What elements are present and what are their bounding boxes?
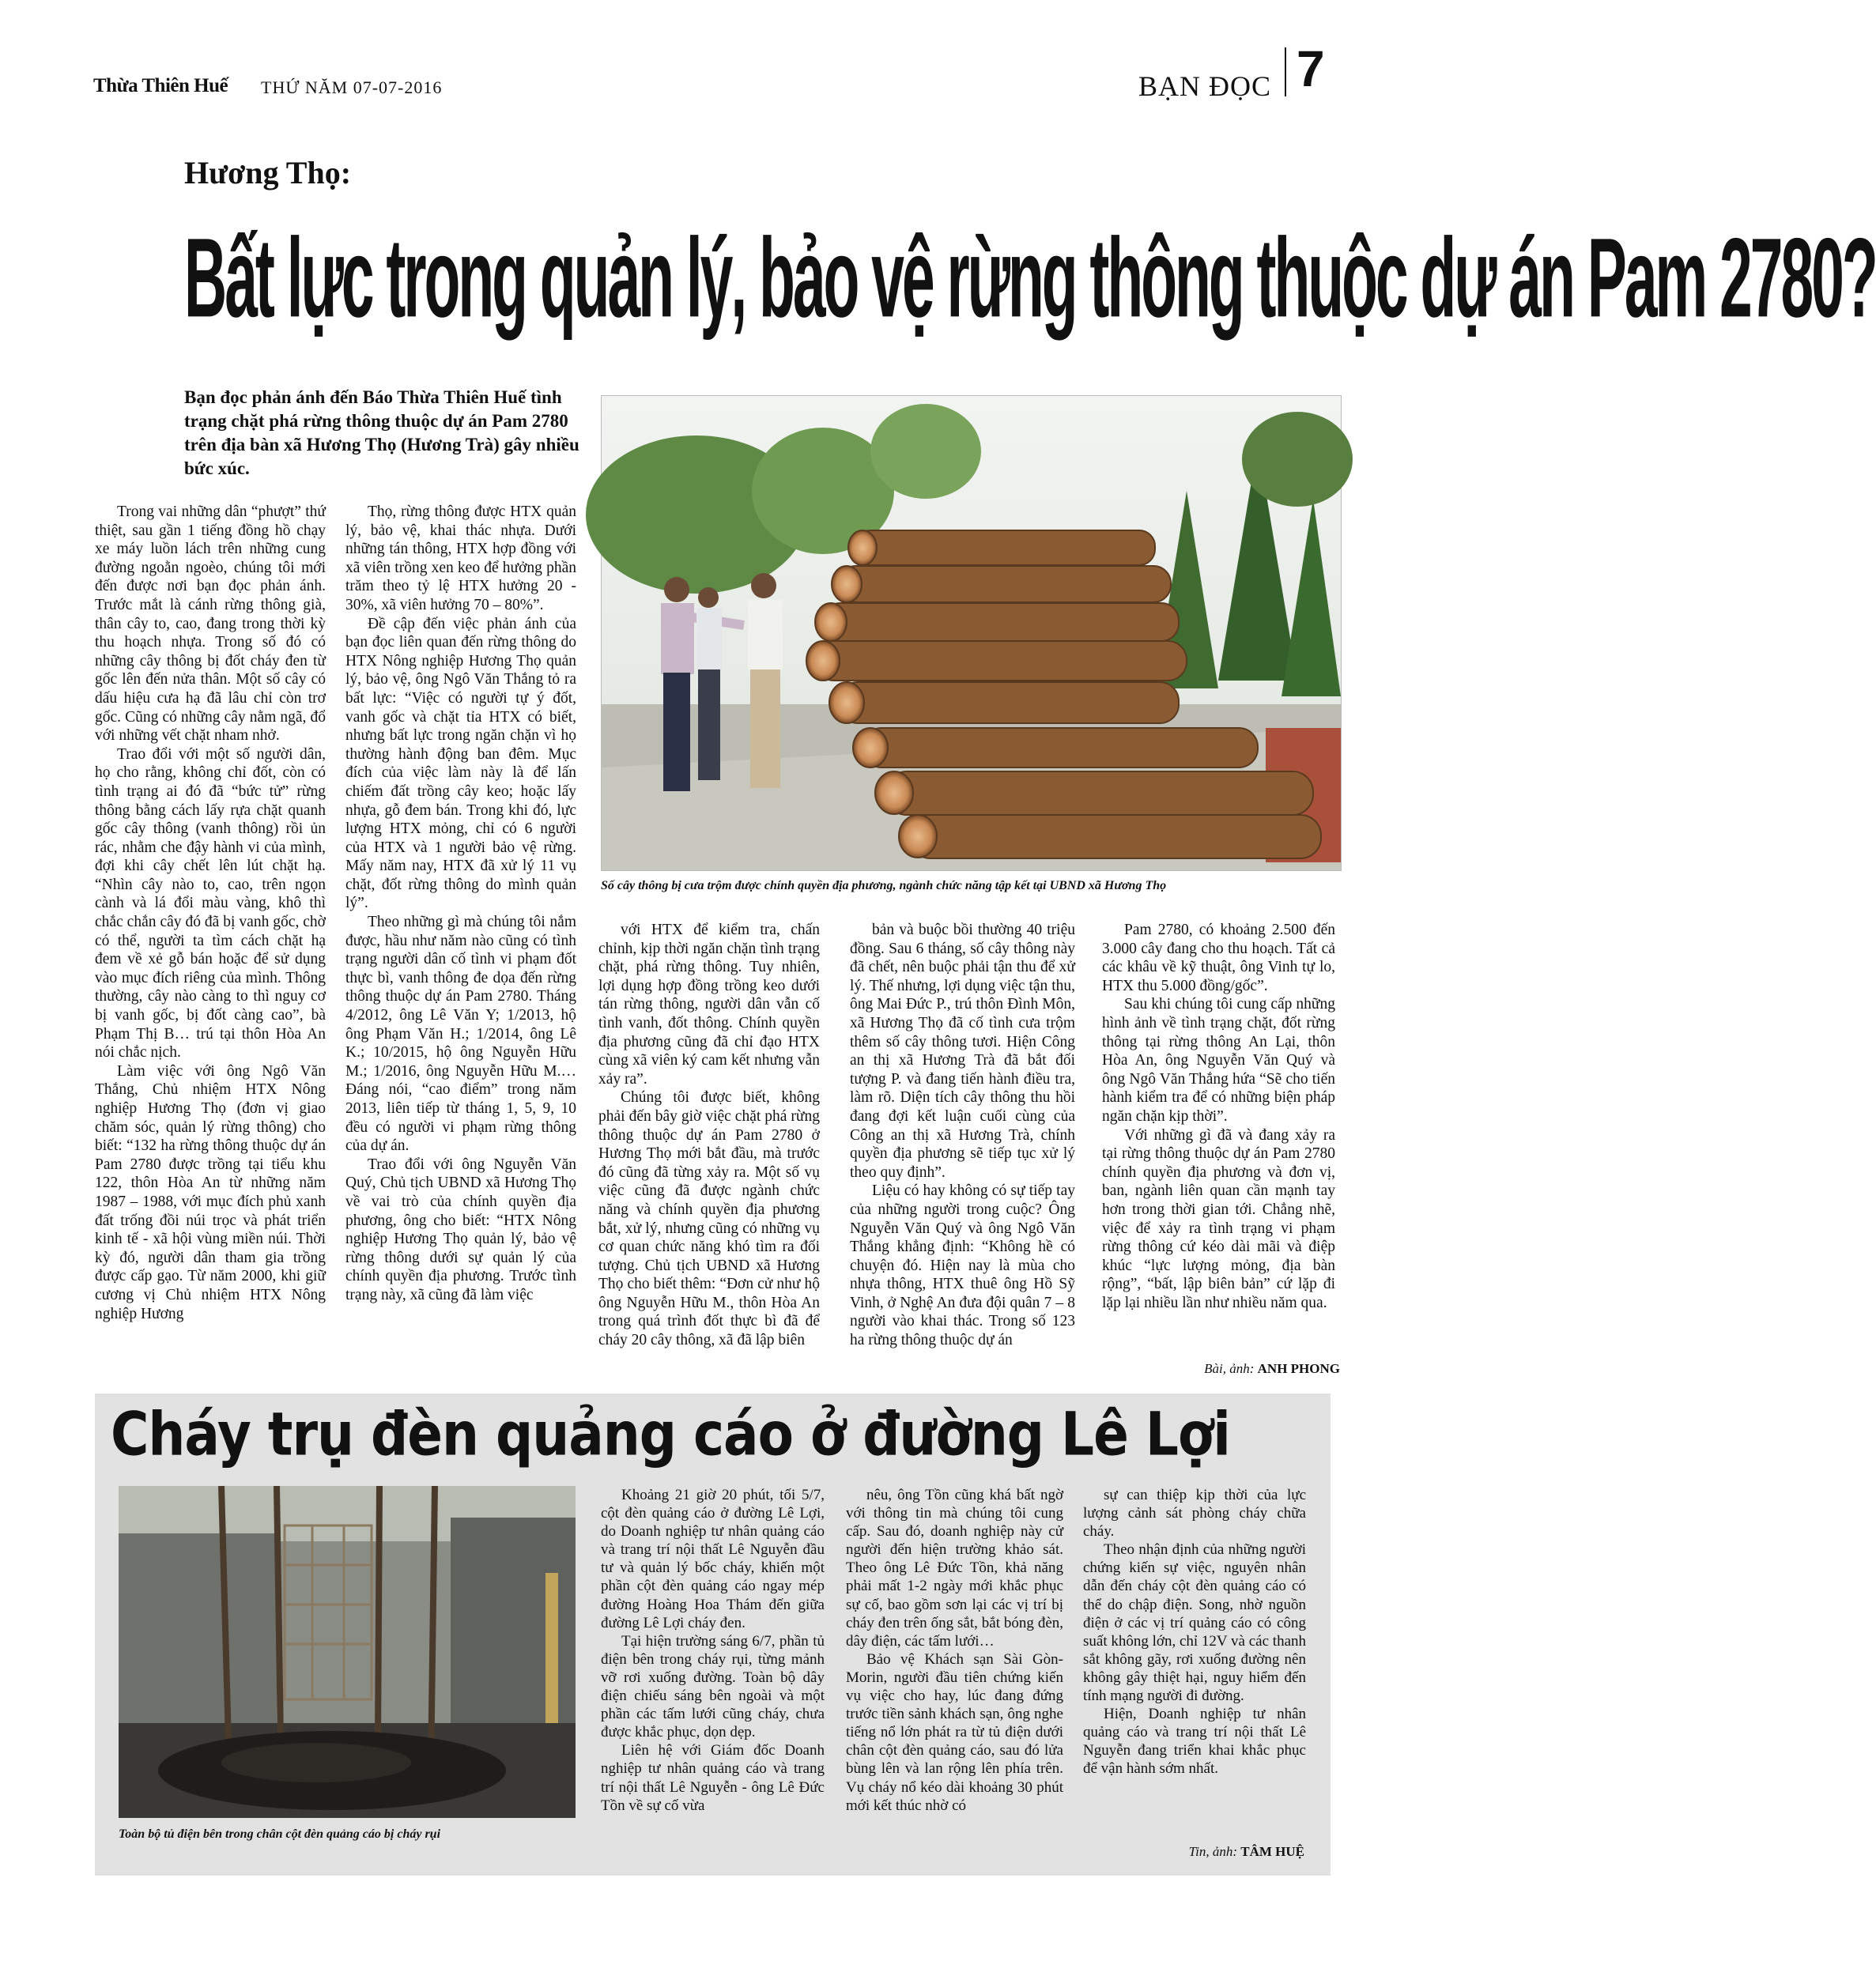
- paragraph: Theo nhận định của những người chứng kiến sự việc, nguyên nhân dẫn đến cháy cột đèn quảng cáo có thể do chập điện. Song, nhờ nguồn điện ở các vị trí quảng cáo có công suất không lớn, chỉ 12V và các thanh sắt không gãy, rơi xuống đường nên không gây thiệt hại, nguy hiểm đến tính mạng người đi đường.: [1083, 1541, 1306, 1705]
- paragraph: Trao đổi với ông Nguyễn Văn Quý, Chủ tịch UBND xã Hương Thọ về vai trò của chính quyền địa phương, ông cho biết: “HTX Nông nghiệp Hương Thọ quản lý, bảo vệ rừng thông dưới sự quản lý của chính quyền địa phương. Trước tình trạng này, xã cũng đã làm việc: [345, 1156, 576, 1303]
- paragraph: nêu, ông Tồn cũng khá bất ngờ với thông tin mà chúng tôi cung cấp. Sau đó, doanh nghiệp này cử người đến hiện trường khảo sát. Theo ông Lê Đức Tồn, khả năng phải mất 1-2 ngày mới khắc phục sự cố, bao gồm sơn lại các vị trí bị cháy đen trên ống sắt, bắt bóng đèn, dây điện, các tấm lưới…: [846, 1487, 1063, 1650]
- news-column-2: [846, 1486, 1063, 1815]
- paragraph: Theo những gì mà chúng tôi nắm được, hầu như năm nào cũng có tình trạng người dân cố tình vi phạm đốt thực bì, vanh thông đe dọa đến rừng thông thuộc dự án Pam 2780. Tháng 4/2012, ông Lê Văn Y; 1/2013, hộ ông Phạm Văn H.; 1/2014, ông Lê K.; 10/2015, hộ ông Nguyễn Hữu M.; 1/2016, ông Nguyễn Hữu M.… Đáng nói, “cao điểm” trong năm 2013, liên tiếp từ tháng 1, 5, 9, 10 đều có người vi phạm rừng thông của dự án.: [345, 914, 576, 1155]
- article-headline: [184, 207, 1876, 348]
- paragraph: Pam 2780, có khoảng 2.500 đến 3.000 cây đang cho thu hoạch. Tất cả các khâu về kỹ thuật, ông Vinh tự lo, HTX thu 5.000 đồng/gốc”.: [1102, 922, 1335, 994]
- paragraph: Với những gì đã và đang xảy ra tại rừng thông thuộc dự án Pam 2780 chính quyền địa phương và đơn vị, ban, ngành liên quan cần mạnh tay hơn trong thời gian tới. Chẳng nhẽ, việc để xảy ra tình trạng vi phạm rừng thông cứ kéo dài mãi và điệp khúc “lực lượng mỏng, địa bàn rộng”, “bất, lập biên bản” cứ lặp đi lặp lại nhiều lần như nhiều năm qua.: [1102, 1126, 1335, 1311]
- article-column-4: [850, 921, 1075, 1350]
- paragraph: Chúng tôi được biết, không phải đến bây giờ việc chặt phá rừng thông thuộc dự án Pam 2780 ở Hương Thọ mới bắt đầu, mà trước đó cũng đã từng xảy ra. Một số vụ việc cũng đã được ngành chức năng và chính quyền địa phương bắt, xử lý, nhưng cũng có những vụ cơ quan chức năng khó tìm ra đối tượng. Chủ tịch UBND xã Hương Thọ cho biết thêm: “Đơn cử như hộ ông Nguyễn Hữu M., thôn Hòa An trong quá trình đốt thực bì đã để cháy 20 cây thông, xã đã lập biên: [598, 1089, 820, 1349]
- byline-label: Bài, ảnh:: [1204, 1361, 1255, 1376]
- article-column-1: [95, 503, 326, 1323]
- article-kicker: Hương Thọ:: [184, 155, 352, 190]
- paragraph: với HTX để kiểm tra, chấn chỉnh, kịp thời ngăn chặn tình trạng chặt, phá rừng thông. Tuy nhiên, lợi dụng hợp đồng trồng keo dưới tán rừng thông, người dân vẫn cố tình vanh, đốt thông. Chính quyền địa phương cũng đã chỉ đạo HTX cùng xã viên ký cam kết nhưng vẫn xảy ra”.: [598, 922, 820, 1088]
- paragraph: Thọ, rừng thông được HTX quản lý, bảo vệ, khai thác nhựa. Dưới những tán thông, HTX hợp đồng với xã viên trồng xen keo để hưởng phần trăm theo tỷ lệ HTX hưởng 20 - 30%, xã viên hưởng 70 – 80%”.: [345, 503, 576, 613]
- paragraph: Hiện, Doanh nghiệp tư nhân quảng cáo và trang trí nội thất Lê Nguyễn đang triển khai khắc phục để vận hành sớm nhất.: [1083, 1706, 1306, 1778]
- article-lede: Bạn đọc phản ánh đến Báo Thừa Thiên Huế tình trạng chặt phá rừng thông thuộc dự án Pam 2780 trên địa bàn xã Hương Thọ (Hương Trà) gây nhiều bức xúc.: [184, 387, 579, 478]
- byline-name: TÂM HUỆ: [1240, 1844, 1304, 1859]
- issue-date: THỨ NĂM 07-07-2016: [261, 77, 443, 97]
- paragraph: Đề cập đến việc phản ánh của bạn đọc liên quan đến rừng thông do HTX Nông nghiệp Hương Thọ quản lý, bảo vệ, ông Ngô Văn Thắng tỏ ra bất lực: “Việc có người tự ý đốt, vanh gốc và chặt tỉa HTX có biết, nhưng bất lực trong ngăn chặn vì họ thường hành động ban đêm. Mục đích của việc làm này là để lấn chiếm đất trồng cây keo; hoặc lấy nhựa, gỗ đem bán. Trong khi đó, lực lượng HTX mỏng, chỉ có 6 người của HTX và 1 người bảo vệ rừng. Mấy năm nay, HTX đã xử lý 11 vụ chặt, đốt rừng thông do mình quản lý”.: [345, 615, 576, 912]
- paragraph: bản và buộc bồi thường 40 triệu đồng. Sau 6 tháng, số cây thông này đã chết, nên buộc phải tận thu để xử lý. Thế nhưng, lợi dụng việc tận thu, ông Mai Đức P., trú thôn Đình Môn, xã Hương Thọ đã cố tình cưa trộm thêm số cây thông tươi. Hiện Công an thị xã Hương Trà đã bắt đối tượng P. và đang tiến hành điều tra, làm rõ. Diện tích cây thông thu hồi đang đợi kết luận cuối cùng của Công an thị xã Hương Trà, chính quyền địa phương sẽ tiếp tục xử lý theo quy định”.: [850, 922, 1075, 1181]
- paragraph: sự can thiệp kịp thời của lực lượng cảnh sát phòng cháy chữa cháy.: [1083, 1487, 1306, 1541]
- article-column-2: [345, 503, 576, 1305]
- headline-text: Bất lực trong quản lý, bảo vệ rừng thông thuộc dự án Pam 2780?: [184, 214, 1876, 341]
- article-column-5: [1102, 921, 1335, 1312]
- news-photo-caption: Toàn bộ tủ điện bên trong chân cột đèn quảng cáo bị cháy rụi: [119, 1827, 441, 1841]
- byline-label: Tin, ảnh:: [1188, 1844, 1237, 1859]
- paragraph: Tại hiện trường sáng 6/7, phần tủ điện bên trong cháy rụi, từng mảnh vỡ rơi xuống đường. Toàn bộ dây điện chiếu sáng bên ngoài và một phần các tấm lưới cũng cháy, chưa được khắc phục, dọn dẹp.: [601, 1632, 825, 1741]
- news-headline-text: Cháy trụ đèn quảng cáo ở đường Lê Lợi: [111, 1399, 1230, 1469]
- paragraph: Sau khi chúng tôi cung cấp những hình ảnh về tình trạng chặt, đốt rừng thông tại rừng thông An Lại, thôn Hòa An, ông Nguyễn Văn Quý và ông Ngô Văn Thắng hứa “Sẽ cho tiến hành kiểm tra để có những biện pháp ngăn chặn kịp thời”.: [1102, 996, 1335, 1125]
- log-pile-photo: [601, 395, 1342, 871]
- news-byline: [1091, 1844, 1304, 1860]
- page-number: 7: [1297, 40, 1325, 97]
- news-column-1: [601, 1486, 825, 1815]
- paragraph: Liên hệ với Giám đốc Doanh nghiệp tư nhân quảng cáo và trang trí nội thất Lê Nguyễn - ông Lê Đức Tồn về sự cố vừa: [601, 1742, 825, 1814]
- article-column-3: [598, 921, 820, 1350]
- paragraph: Khoảng 21 giờ 20 phút, tối 5/7, cột đèn quảng cáo ở đường Lê Lợi, do Doanh nghiệp tư nhân quảng cáo và trang trí nội thất Lê Nguyễn đầu tư và quản lý bốc cháy, khiến một phần cột đèn quảng cáo ngay mép đường Hoàng Hoa Thám đến giữa đường Lê Lợi cháy đen.: [601, 1487, 825, 1631]
- paragraph: Trao đổi với một số người dân, họ cho rằng, không chỉ đốt, còn có tình trạng ai đó đã “bức tử” rừng thông bằng cách lấy rựa chặt quanh gốc cây thông (vanh thông) rồi ủn rác, nhằm che đậy hành vi của mình, đợi khi cây chết lên lút chặt hạ. “Nhìn cây nào to, cao, trên ngọn cành và lá đổi màu vàng, khô thì chắc chắn cây đó đã bị vanh gốc, chờ có thể, người ta tìm cách chặt hạ đem về xẻ gỗ bán hoặc để sử dụng vào mục đích riêng của mình. Thông thường, cây nào càng to thì nguy cơ bị vanh gốc, bị đốt càng cao”, bà Phạm Thị B… trú tại thôn Hòa An nói chắc nịch.: [95, 745, 326, 1062]
- log-pile-illustration: [602, 396, 1341, 870]
- paragraph: Làm việc với ông Ngô Văn Thắng, Chủ nhiệm HTX Nông nghiệp Hương Thọ (đơn vị giao chăm sóc, quản lý rừng thông) cho biết: “132 ha rừng thông thuộc dự án Pam 2780 được trồng tại tiểu khu 122, thôn Hòa An từ những năm 1987 – 1988, với mục đích phủ xanh đất trống đồi núi trọc và phát triển kinh tế - xã hội vùng miền núi. Thời kỳ đó, người dân tham gia trồng được cấp gạo. Từ năm 2000, khi giữ cương vị Chủ nhiệm HTX Nông nghiệp Hương: [95, 1062, 326, 1322]
- photo-caption: Số cây thông bị cưa trộm được chính quyền địa phương, ngành chức năng tập kết tại UBND xã Hương Thọ: [601, 879, 1167, 892]
- section-divider: [1285, 47, 1286, 96]
- byline-name: ANH PHONG: [1257, 1361, 1340, 1376]
- burned-pole-photo: [119, 1486, 576, 1818]
- section-label: BẠN ĐỌC: [1138, 70, 1272, 102]
- paragraph: Liệu có hay không có sự tiếp tay của những người trong cuộc? Ông Nguyễn Văn Quý và ông Ngô Văn Thắng khẳng định: “Không hề có chuyện đó. Hiện nay là mùa cho nhựa thông, HTX thuê ông Hồ Sỹ Vinh, ở Nghệ An đưa đội quân 7 – 8 người vào khai thác. Trong số 123 ha rừng thông thuộc dự án: [850, 1182, 1075, 1349]
- paragraph: Bảo vệ Khách sạn Sài Gòn- Morin, người đầu tiên chứng kiến vụ việc cho hay, lúc đang đứng trước tiền sảnh khách sạn, ông nghe tiếng nổ lớn phát ra từ tủ điện dưới chân cột đèn quảng cáo, sau đó lửa bùng lên và lan rộng lên phía trên. Vụ cháy nổ kéo dài khoảng 30 phút mới kết thúc nhờ có: [846, 1650, 1063, 1814]
- article-byline: [1107, 1361, 1340, 1377]
- burned-pole-illustration: [119, 1486, 576, 1818]
- paragraph: Trong vai những dân “phượt” thứ thiệt, sau gần 1 tiếng đồng hồ chạy xe máy luồn lách trên những cung đường ngoằn ngoèo, chúng tôi mới đến được nơi bạn đọc phản ánh. Trước mắt là cánh rừng thông già, thân cây to, cao, đang trong thời kỳ thu hoạch nhựa. Trong số đó có những cây thông bị đốt cháy đen từ gốc lên đến nửa thân. Một số cây có dấu hiệu cưa hạ đã lâu chỉ còn trơ gốc. Cũng có những cây nằm ngã, đổ với những vết chặt nham nhở.: [95, 503, 326, 745]
- news-headline: [111, 1399, 1230, 1470]
- news-column-3: [1083, 1486, 1306, 1778]
- masthead-brand: Thừa Thiên Huế: [93, 75, 228, 96]
